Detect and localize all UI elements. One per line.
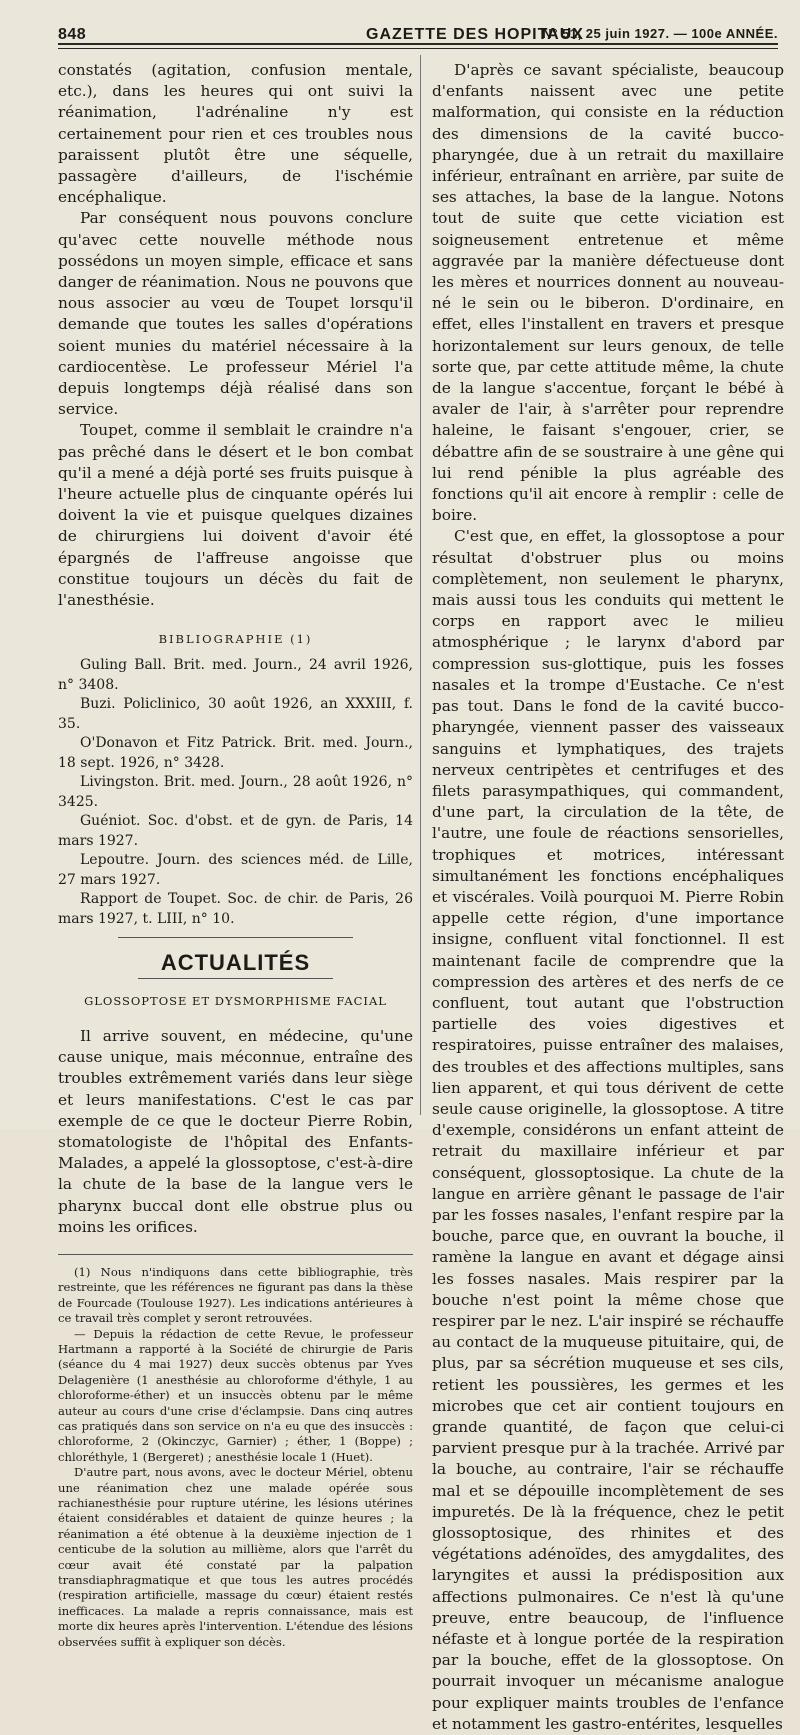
header-rule-thin <box>58 48 778 49</box>
paragraph: Par conséquent nous pouvons conclure qu'avec cette nouvelle méthode nous possédons un moyen simple, efficace et sans danger de réanimation. Nous ne pouvons que nous associer au vœu de Toupet lorsqu'il demande que toutes les salles d'opérations soient munies du matériel nécessaire à la cardiocentèse. Le professeur Mériel l'a depuis longtemps déjà réalisé dans son service. <box>58 209 413 419</box>
bibliography-entry: Rapport de Toupet. Soc. de chir. de Paris, 26 mars 1927, t. LIII, n° 10. <box>58 891 413 927</box>
bibliography-entry: Buzi. Policlinico, 30 août 1926, an XXXIII, f. 35. <box>58 696 413 732</box>
paragraph: D'après ce savant spécialiste, beaucoup d'enfants naissent avec une petite malformation, qui consiste en la réduction des dimensions de la cavité bucco-pharyngée, due à un retrait du maxillaire inférieur, entraînant en arrière, par suite de ses attaches, la base de la langue. Notons tout de suite que cette viciation est soigneusement entretenue et même aggravée par la manière défectueuse dont les mères et nourrices donnent au nouveau-né le sein ou le biberon. D'ordinaire, en effet, elles l'installent en travers et presque horizontalement sur leurs genoux, de telle sorte que, par cette attitude même, la chute de la langue s'accentue, forçant le bébé à avaler de l'air, à s'arrêter pour reprendre haleine, le faisant s'engouer, crier, se débattre afin de se soustraire à une gêne qui lui rend pénible la plus agréable des fonctions qu'il ait encore à remplir : celle de boire. <box>432 61 784 525</box>
footnote: D'autre part, nous avons, avec le docteur Mériel, obtenu une réanimation chez une malade opérée sous rachianesthésie pour rupture utérine, les lésions utérines étaient considérables et dataient de quinze heures ; la réanimation a été obtenue à la deuxième injection de 1 centicube de la solution au millième, alors que l'arrêt du cœur avait été constaté par la palpation transdiaphragmatique et que tous les autres procédés (respiration artificielle, massage du cœur) étaient restés inefficaces. La malade a repris connaissance, mais est morte dix heures après l'intervention. L'étendue des lésions observées suffit à expliquer son décès. <box>58 1465 413 1649</box>
journal-title: GAZETTE DES HOPITAUX <box>366 26 584 43</box>
bibliography-entry: Guéniot. Soc. d'obst. et de gyn. de Paris, 14 mars 1927. <box>58 813 413 849</box>
footnotes <box>58 1254 413 1650</box>
article-title: GLOSSOPTOSE ET DYSMORPHISME FACIAL <box>84 993 387 1008</box>
issue-info: N° 51, 25 juin 1927. — 100e ANNÉE. <box>542 26 778 41</box>
footnote: — Depuis la rédaction de cette Revue, le professeur Hartmann a rapporté à la Société de chirurgie de Paris (séance du 4 mai 1927) deux succès obtenus par Yves Delagenière (1 anesthésie au chloroforme d'éthyle, 1 au chloroforme-éther) et un insuccès obtenu par le même auteur au cours d'une crise d'éclampsie. Dans cinq autres cas pratiqués dans son service on n'a eu que des insuccès : chloroforme, 2 (Okinczyc, Garnier) ; éther, 1 (Boppe) ; chloréthyle, 1 (Bergeret) ; anesthésie locale 1 (Huet). <box>58 1326 413 1464</box>
bibliography-heading: BIBLIOGRAPHIE (1) <box>158 632 313 647</box>
header-rule <box>58 43 778 45</box>
paragraph: constatés (agitation, confusion mentale, etc.), dans les heures qui ont suivi la réanimation, l'adrénaline n'y est certainement pour rien et ces troubles nous paraissent plutôt être une séquelle, passagère d'ailleurs, de l'ischémie encéphalique. <box>58 61 413 207</box>
paragraph: C'est que, en effet, la glossoptose a pour résultat d'obstruer plus ou moins complètement, non seulement le pharynx, mais aussi tous les conduits qui mettent le corps en rapport avec le milieu atmosphérique ; le larynx d'abord par compression sus-glottique, puis les fosses nasales et la trompe d'Eustache. Ce n'est pas tout. Dans le fond de la cavité bucco-pharyngée, viennent passer des vaisseaux sanguins et lymphatiques, des trajets nerveux centripètes et centrifuges et des filets parasympathiques, qui commandent, d'une part, la circulation de la tête, de l'autre, une foule de réactions sensorielles, trophiques et motrices, intéressant simultanément les fonctions encéphaliques et viscérales. Voilà pourquoi M. Pierre Robin appelle cette région, d'une importance insigne, confluent vital fonctionnel. Il est maintenant facile de comprendre que la compression des artères et des nerfs de ce confluent, tout autant que l'obstruction partielle des voies digestives et respiratoires, puisse entraîner des malaises, des troubles et des affections multiples, sans lien apparent, et qui tous dérivent de cette seule cause originelle, la glossoptose. A titre d'exemple, considérons un enfant atteint de retrait du maxillaire inférieur et par conséquent, glossoptosique. La chute de la langue en arrière gênant le passage de l'air par les fosses nasales, l'enfant respire par la bouche, parce que, en ouvrant la bouche, il ramène la langue en avant et dégage ainsi les fosses nasales. Mais respirer par la bouche n'est point la même chose que respirer par le nez. L'air inspiré se réchauffe au contact de la muqueuse pituitaire, qui, de plus, par sa sécrétion muqueuse et ses cils, retient les poussières, les germes et les microbes que cet air contient toujours en grande quantité, de façon que celui-ci parvient presque pur à la trachée. Arrivé par la bouche, au contraire, l'air se réchauffe mal et se dépouille incomplètement de ses impuretés. De là la fréquence, chez le petit glossoptosique, des rhinites et des végétations adénoïdes, des amygdalites, des laryngites et aussi la prédisposition aux affections pulmonaires. Ce n'est là qu'une preuve, entre beaucoup, de l'influence néfaste et à longue portée de la respiration par la bouche, effet de la glossoptose. On pourrait invoquer un mécanisme analogue pour expliquer maints troubles de l'enfance et notamment les gastro-entérites, lesquelles <box>432 527 784 1733</box>
paragraph: Il arrive souvent, en médecine, qu'une cause unique, mais méconnue, entraîne des troubles extrêmement variés dans leur siège et leurs manifestations. C'est le cas par exemple de ce que le docteur Pierre Robin, stomatologiste de l'hôpital des Enfants-Malades, a appelé la glossoptose, c'est-à-dire la chute de la base de la langue vers le pharynx buccal dont elle obstrue plus ou moins les orifices. <box>58 1026 413 1236</box>
paragraph: Toupet, comme il semblait le craindre n'a pas prêché dans le désert et le bon combat qu'il a mené a déjà porté ses fruits puisque à l'heure actuelle plus de cinquante opérés lui doivent la vie et puisque quelques dizaines de chirurgiens lui doivent d'avoir été épargnés de l'affreuse angoisse que constitue toujours un décès du fait de l'anesthésie. <box>58 421 413 610</box>
left-column <box>58 60 413 1650</box>
bibliography-entry: Lepoutre. Journ. des sciences méd. de Lille, 27 mars 1927. <box>58 852 413 888</box>
right-column <box>432 60 784 1735</box>
section-title: ACTUALITÉS <box>160 950 311 976</box>
divider <box>138 978 333 979</box>
bibliography-entry: Guling Ball. Brit. med. Journ., 24 avril 1926, n° 3408. <box>58 657 413 693</box>
bibliography-entry: O'Donavon et Fitz Patrick. Brit. med. Journ., 18 sept. 1926, n° 3428. <box>58 735 413 771</box>
page-number: 848 <box>58 26 87 43</box>
bibliography-list <box>58 656 413 929</box>
column-divider <box>420 55 421 1115</box>
divider <box>118 937 353 938</box>
footnote: (1) Nous n'indiquons dans cette bibliographie, très restreinte, que les références ne figurant pas dans la thèse de Fourcade (Toulouse 1927). Les indications antérieures à ce travail très complet y seront retrouvées. <box>58 1264 413 1326</box>
bibliography-entry: Livingston. Brit. med. Journ., 28 août 1926, n° 3425. <box>58 774 413 810</box>
